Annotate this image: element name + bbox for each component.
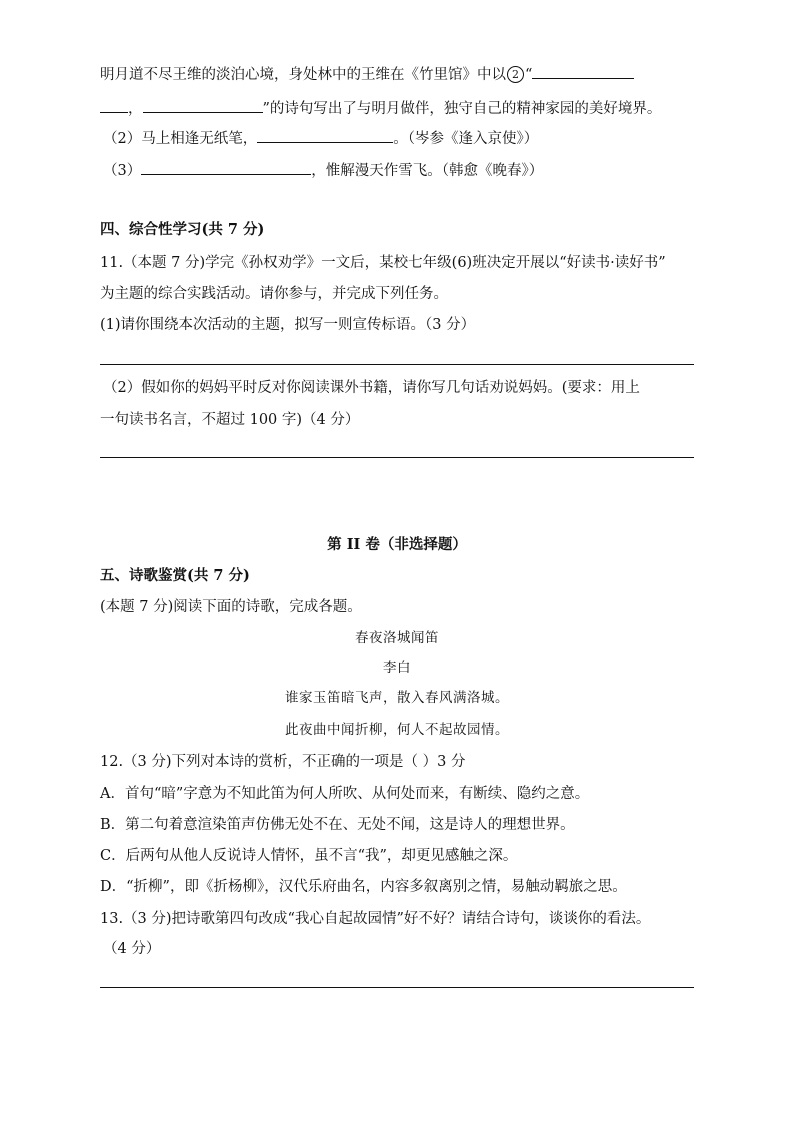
q2-prefix: （2）马上相逢无纸笔， — [103, 131, 258, 147]
q2-suffix: 。（岑参《逢入京使》） — [393, 131, 539, 147]
section-5-intro: (本题 7 分)阅读下面的诗歌，完成各题。 — [100, 599, 362, 615]
q12-stem: 12.（3 分)下列对本诗的赏析，不正确的一项是（ ）3 分 — [100, 754, 466, 770]
q3-suffix: ，惟解漫天作雪飞。（韩愈《晚春》） — [311, 163, 544, 179]
answer-line-task-1[interactable] — [100, 364, 694, 365]
task-2-line-1: （2）假如你的妈妈平时反对你阅读课外书籍，请你写几句话劝说妈妈。(要求：用上 — [103, 380, 640, 396]
comma-text: ， — [128, 101, 143, 117]
poem-line-1: 谁家玉笛暗飞声，散入春风满洛城。 — [285, 690, 509, 706]
volume-2-title: 第 II 卷（非选择题） — [327, 536, 467, 553]
q13-line-2: （4 分） — [103, 941, 161, 957]
line2-text: ”的诗句写出了与明月做伴，独守自己的精神家园的美好境界。 — [262, 101, 662, 117]
q13-line-1: 13.（3 分)把诗歌第四句改成“我心自起故园情”好不好？请结合诗句，谈谈你的看法。 — [100, 911, 651, 927]
section-5-heading: 五、诗歌鉴赏(共 7 分) — [100, 567, 250, 584]
task-2-line-2: 一句读书名言，不超过 100 字)（4 分） — [100, 412, 360, 428]
circled-number: 2 — [507, 66, 524, 83]
q3-prefix: （3） — [103, 163, 142, 179]
answer-line-q13[interactable] — [100, 987, 694, 988]
option-c[interactable]: C．后两句从他人反说诗人情怀，虽不言“我”，却更见感触之深。 — [100, 848, 518, 864]
task-1: (1)请你围绕本次活动的主题，拟写一则宣传标语。（3 分） — [100, 317, 476, 333]
q11-line-1: 11.（本题 7 分)学完《孙权劝学》一文后，某校七年级(6)班决定开展以“好读书·读好书” — [100, 255, 666, 271]
answer-blank-2[interactable] — [100, 98, 128, 113]
answer-blank-5[interactable] — [141, 160, 311, 175]
option-a[interactable]: A．首句“暗”字意为不知此笛为何人所吹、从何处而来，有断续、隐约之意。 — [100, 786, 590, 802]
poem-line-2: 此夜曲中闻折柳，何人不起故园情。 — [285, 722, 509, 738]
q11-line-2: 为主题的综合实践活动。请你参与，并完成下列任务。 — [100, 286, 448, 302]
option-b[interactable]: B．第二句着意渲染笛声仿佛无处不在、无处不闻，这是诗人的理想世界。 — [100, 817, 575, 833]
poem-title: 春夜洛城闻笛 — [355, 630, 439, 646]
option-d[interactable]: D．“折柳”，即《折杨柳》，汉代乐府曲名，内容多叙离别之情，易触动羁旅之思。 — [100, 879, 627, 895]
open-quote: “ — [525, 67, 533, 83]
poem-author: 李白 — [383, 660, 411, 676]
section-4-heading: 四、综合性学习(共 7 分) — [100, 221, 265, 238]
fill-in-line-2 — [100, 98, 661, 119]
answer-blank-3[interactable] — [143, 98, 263, 113]
question-2-line — [103, 128, 538, 149]
answer-blank-1[interactable] — [532, 64, 634, 79]
fill-in-line-1 — [100, 64, 634, 85]
line1-text: 明月道不尽王维的淡泊心境，身处林中的王维在《竹里馆》中以 — [100, 67, 506, 83]
question-3-line — [103, 160, 543, 181]
answer-line-task-2[interactable] — [100, 457, 694, 458]
answer-blank-4[interactable] — [257, 128, 393, 143]
